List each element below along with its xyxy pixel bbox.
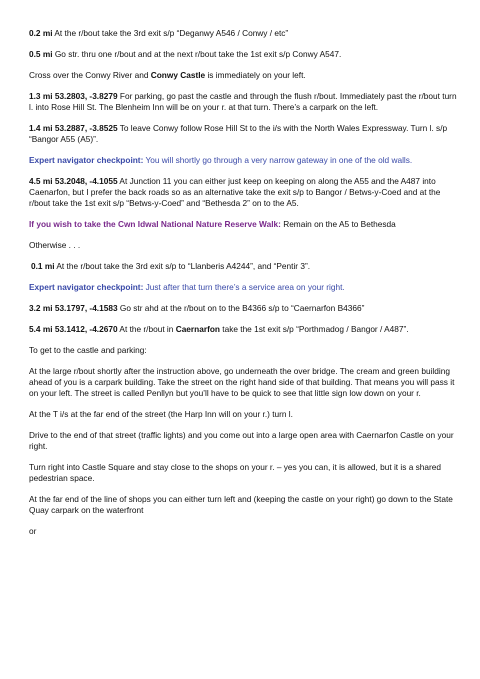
instruction-text: is immediately on your left. bbox=[205, 70, 306, 80]
instruction-text: To leave Conwy follow Rose Hill St to the i/s with the North Wales Expressway. Turn l. s/p “Bangor A55 (A5)”. bbox=[29, 123, 448, 144]
instruction-text: At the r/bout take the 3rd exit s/p “Deganwy A546 / Conwy / etc” bbox=[52, 28, 289, 38]
distance-label: 0.5 mi bbox=[29, 49, 53, 59]
paragraph-0-5mi bbox=[29, 49, 458, 60]
paragraph-state-quay bbox=[29, 494, 458, 516]
instruction-text: For parking, go past the castle and through the flush r/bout. Immediately past the r/bout turn l. into Rose Hill St. The Blenheim Inn will be on your r. at that turn. There’s a carpark on the left. bbox=[29, 91, 457, 112]
distance-label: 1.4 mi 53.2887, -3.8525 bbox=[29, 123, 118, 133]
distance-label: 0.1 mi bbox=[31, 261, 55, 271]
paragraph-1-3mi bbox=[29, 91, 458, 113]
place-name: Conwy Castle bbox=[150, 70, 206, 80]
distance-label: 4.5 mi 53.2048, -4.1055 bbox=[29, 176, 118, 186]
checkpoint-label: Expert navigator checkpoint: bbox=[29, 155, 144, 165]
distance-label: 0.2 mi bbox=[29, 28, 53, 38]
paragraph-castle-square bbox=[29, 462, 458, 484]
checkpoint-label: Expert navigator checkpoint: bbox=[29, 282, 144, 292]
instruction-text: Drive to the end of that street (traffic lights) and you come out into a large open area with Caernarfon Castle on your right. bbox=[29, 430, 454, 451]
instruction-text: At the far end of the line of shops you can either turn left and (keeping the castle on your right) go down to the State Quay carpark on the waterfront bbox=[29, 494, 453, 515]
paragraph-walk-option bbox=[29, 219, 458, 230]
distance-label: 5.4 mi 53.1412, -4.2670 bbox=[29, 324, 118, 334]
instruction-text: or bbox=[29, 526, 37, 536]
paragraph-conwy-river bbox=[29, 70, 458, 81]
paragraph-castle-parking-heading bbox=[29, 345, 458, 356]
checkpoint-text: You will shortly go through a very narrow gateway in one of the old walls. bbox=[143, 155, 413, 165]
walk-label: If you wish to take the Cwn Idwal National Nature Reserve Walk: bbox=[29, 219, 281, 229]
paragraph-otherwise bbox=[29, 240, 458, 251]
paragraph-3-2mi bbox=[29, 303, 458, 314]
instruction-text: Cross over the Conwy River and bbox=[29, 70, 151, 80]
paragraph-or bbox=[29, 526, 458, 537]
paragraph-0-2mi bbox=[29, 28, 458, 39]
instruction-text: Otherwise . . . bbox=[29, 240, 81, 250]
instruction-text: Go str ahd at the r/bout on to the B4366 s/p to “Caernarfon B4366” bbox=[117, 303, 365, 313]
instruction-text: At the T i/s at the far end of the street (the Harp Inn will on your r.) turn l. bbox=[29, 409, 293, 419]
distance-label: 1.3 mi 53.2803, -3.8279 bbox=[29, 91, 118, 101]
paragraph-5-4mi bbox=[29, 324, 458, 335]
checkpoint-service-area bbox=[29, 282, 458, 293]
instruction-text: Remain on the A5 to Bethesda bbox=[280, 219, 396, 229]
place-name: Caernarfon bbox=[175, 324, 220, 334]
checkpoint-gateway bbox=[29, 155, 458, 166]
instruction-text: take the 1st exit s/p “Porthmadog / Bangor / A487”. bbox=[219, 324, 409, 334]
instruction-text: Turn right into Castle Square and stay close to the shops on your r. – yes you can, it is allowed, but it is a shared pedestrian space. bbox=[29, 462, 441, 483]
instruction-text: At the r/bout in bbox=[117, 324, 176, 334]
checkpoint-text: Just after that turn there’s a service area on your right. bbox=[143, 282, 345, 292]
paragraph-large-rbout bbox=[29, 366, 458, 399]
distance-label: 3.2 mi 53.1797, -4.1583 bbox=[29, 303, 118, 313]
instruction-text: At Junction 11 you can either just keep on keeping on along the A55 and the A487 into Caenarfon, but I prefer the back roads so as an alternative take the exit s/p to Bangor / Betws-y-Coed and at the r/bout take the 1st exit s/p “Betws-y-Coed” and “Bethesda 2” on to the A5. bbox=[29, 176, 441, 208]
paragraph-0-1mi bbox=[29, 261, 458, 272]
instruction-text: To get to the castle and parking: bbox=[29, 345, 147, 355]
paragraph-t-junction bbox=[29, 409, 458, 420]
instruction-text: Go str. thru one r/bout and at the next r/bout take the 1st exit s/p Conwy A547. bbox=[52, 49, 342, 59]
paragraph-4-5mi bbox=[29, 176, 458, 209]
instruction-text: At the r/bout take the 3rd exit s/p to “Llanberis A4244”, and “Pentir 3”. bbox=[54, 261, 311, 271]
paragraph-1-4mi bbox=[29, 123, 458, 145]
instruction-text: At the large r/bout shortly after the instruction above, go underneath the over bridge. The cream and green building ahead of you is a carpark building. Take the street on the right hand side of that building. That means you will pass it on your left. The street is called Penllyn but you’ll have to be quick to see that little sign low down on your r. bbox=[29, 366, 455, 398]
paragraph-traffic-lights bbox=[29, 430, 458, 452]
